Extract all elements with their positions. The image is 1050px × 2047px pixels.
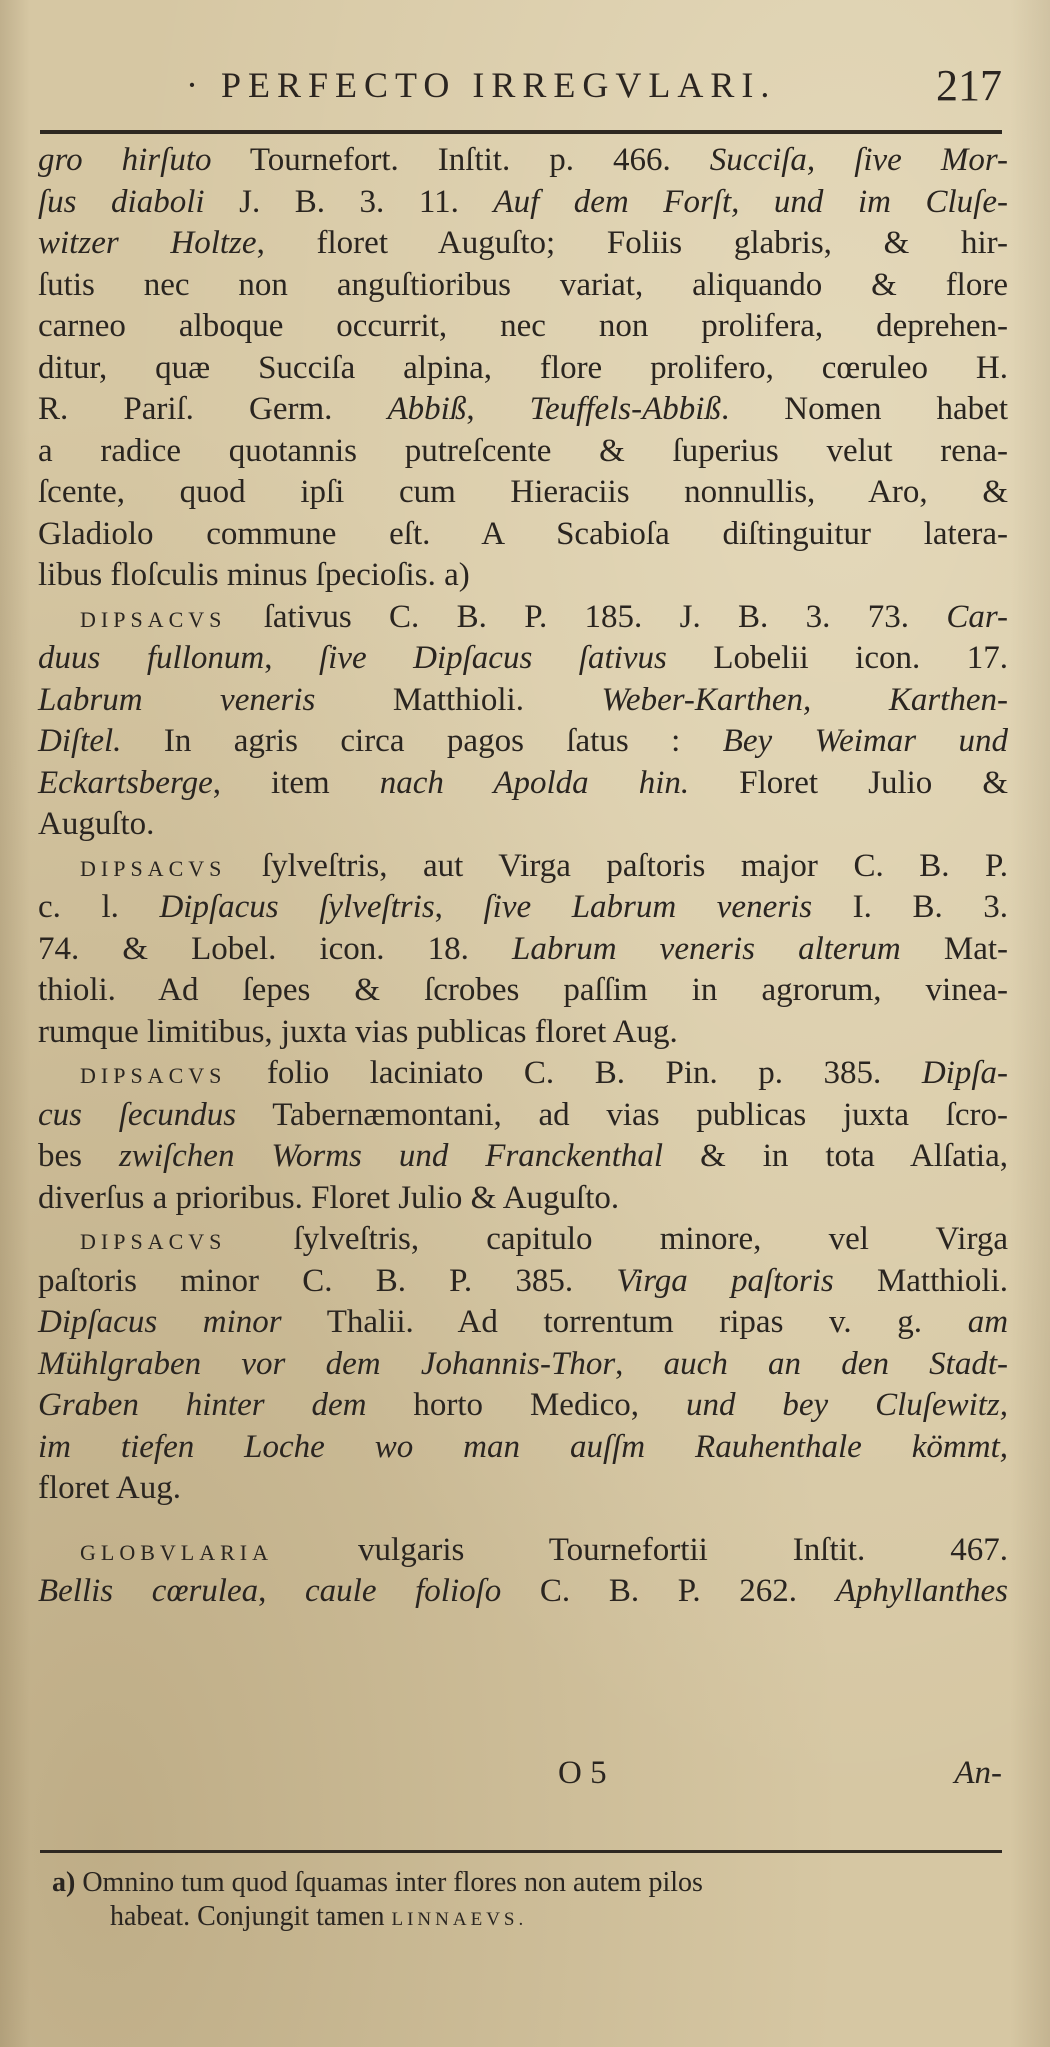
footnote-rule: [40, 1850, 1002, 1853]
text-line: ſus diaboli J. B. 3. 11. Auf dem Forſt, und im Cluſe-: [38, 183, 1008, 220]
text-line: Diſtel. In agris circa pagos ſatus : Bey Weimar und: [38, 723, 1009, 759]
page-header: [186, 60, 1002, 120]
genus-name: DIPSACVS: [80, 1063, 227, 1088]
paragraph-succisa: [38, 140, 1008, 597]
footnote-marker: a): [52, 1867, 76, 1898]
text-line: gro hirſuto Tournefort. Inſtit. p. 466. Succiſa, ſive Mor-: [38, 142, 1009, 178]
text-line: Labrum veneris Matthioli. Weber-Karthen, Karthen-: [38, 681, 1008, 718]
page-number: 217: [936, 61, 1002, 110]
entry-dipsacus-sativus: [38, 597, 1008, 846]
text-line: floret Aug.: [38, 1470, 181, 1506]
text-line: DIPSACVS folio laciniato C. B. Pin. p. 385. Dipſa-: [80, 1055, 1009, 1091]
text-line: rumque limitibus, juxta vias publicas floret Aug.: [38, 1013, 678, 1050]
text-line: ditur, quæ Succiſa alpina, flore prolifero, cœruleo H.: [38, 349, 1008, 386]
text-line: [38, 555, 1008, 597]
text-line: DIPSACVS ſylveſtris, capitulo minore, vel Virga: [80, 1221, 1009, 1257]
text-line: Bellis cœrulea, caule folioſo C. B. P. 262. Aphyllanthes: [38, 1573, 1009, 1609]
text-line: 74. & Lobel. icon. 18. Labrum veneris alterum Mat-: [38, 930, 1009, 967]
text-line: diverſus a prioribus. Floret Julio & Auguſto.: [38, 1179, 620, 1216]
main-text: [38, 140, 1008, 1613]
text-line: Gladiolo commune eſt. A Scabioſa diſtinguitur latera-: [38, 515, 1008, 552]
text-line: carneo alboque occurrit, nec non prolifera, deprehen-: [38, 308, 1008, 344]
text-line: cus ſecundus Tabernæmontani, ad vias publicas juxta ſcro-: [38, 1096, 1009, 1133]
text-line: duus fullonum, ſive Dipſacus ſativus Lobelii icon. 17.: [38, 640, 1009, 676]
entry-dipsacus-sylvestris: [38, 846, 1008, 1054]
footnote-line: a) Omnino tum quod ſquamas inter flores non autem pilos: [52, 1867, 703, 1898]
text-line: DIPSACVS ſylveſtris, aut Virga paſtoris major C. B. P.: [80, 847, 1008, 884]
text-line: im tiefen Loche wo man auſſm Rauhenthale kömmt,: [38, 1428, 1008, 1465]
text-line: R. Pariſ. Germ. Abbiß, Teuffels-Abbiß. Nomen habet: [38, 391, 1008, 427]
text-line: Auguſto.: [38, 806, 155, 842]
text-line: c. l. Dipſacus ſylveſtris, ſive Labrum veneris I. B. 3.: [38, 889, 1009, 925]
text-line: Eckartsberge, item nach Apolda hin. Floret Julio &: [38, 764, 1009, 801]
footnote-line: habeat. Conjungit tamen LINNAEVS.: [110, 1901, 528, 1932]
text-line: Dipſacus minor Thalii. Ad torrentum ripas v. g. am: [38, 1304, 1009, 1340]
entry-dipsacus-laciniato: [38, 1053, 1008, 1219]
genus-name: GLOBVLARIA: [80, 1539, 273, 1565]
text-line: thioli. Ad ſepes & ſcrobes paſſim in agrorum, vinea-: [38, 972, 1008, 1008]
entry-dipsacus-minor: [38, 1219, 1008, 1510]
text-line: witzer Holtze, floret Auguſto; Foliis glabris, & hir-: [38, 225, 1008, 261]
genus-name: DIPSACVS: [80, 606, 227, 632]
text-line: GLOBVLARIA vulgaris Tournefortii Inſtit. 467.: [80, 1531, 1009, 1568]
text-line: Mühlgraben vor dem Johannis-Thor, auch an den Stadt-: [38, 1345, 1009, 1382]
text-line: DIPSACVS ſativus C. B. P. 185. J. B. 3. 73. Car-: [80, 598, 1009, 635]
signature-mark: O 5: [558, 1755, 607, 1791]
genus-name: DIPSACVS: [80, 855, 227, 881]
header-rule: [40, 130, 1002, 134]
text-line: paſtoris minor C. B. P. 385. Virga paſtoris Matthioli.: [38, 1262, 1009, 1299]
entry-globularia: [38, 1530, 1008, 1613]
text-line: a radice quotannis putreſcente & ſuperius velut rena-: [38, 432, 1008, 469]
text-line: ſcente, quod ipſi cum Hieraciis nonnullis, Aro, &: [38, 474, 1008, 510]
text-line: bes zwiſchen Worms und Franckenthal & in tota Alſatia,: [38, 1138, 1008, 1174]
signature-row: [38, 1755, 1008, 1797]
paragraph-gap: [38, 1510, 1008, 1530]
text-line: Graben hinter dem horto Medico, und bey Cluſewitz,: [38, 1387, 1009, 1423]
footnote-reference: libus floſculis minus ſpecioſis. a): [38, 557, 470, 593]
text-line: ſutis nec non anguſtioribus variat, aliquando & flore: [38, 266, 1008, 303]
running-title: · PERFECTO IRREGVLARI.: [186, 65, 777, 105]
catchword: An-: [954, 1755, 1002, 1791]
genus-name: DIPSACVS: [80, 1229, 227, 1254]
footnote: [52, 1866, 1012, 1937]
